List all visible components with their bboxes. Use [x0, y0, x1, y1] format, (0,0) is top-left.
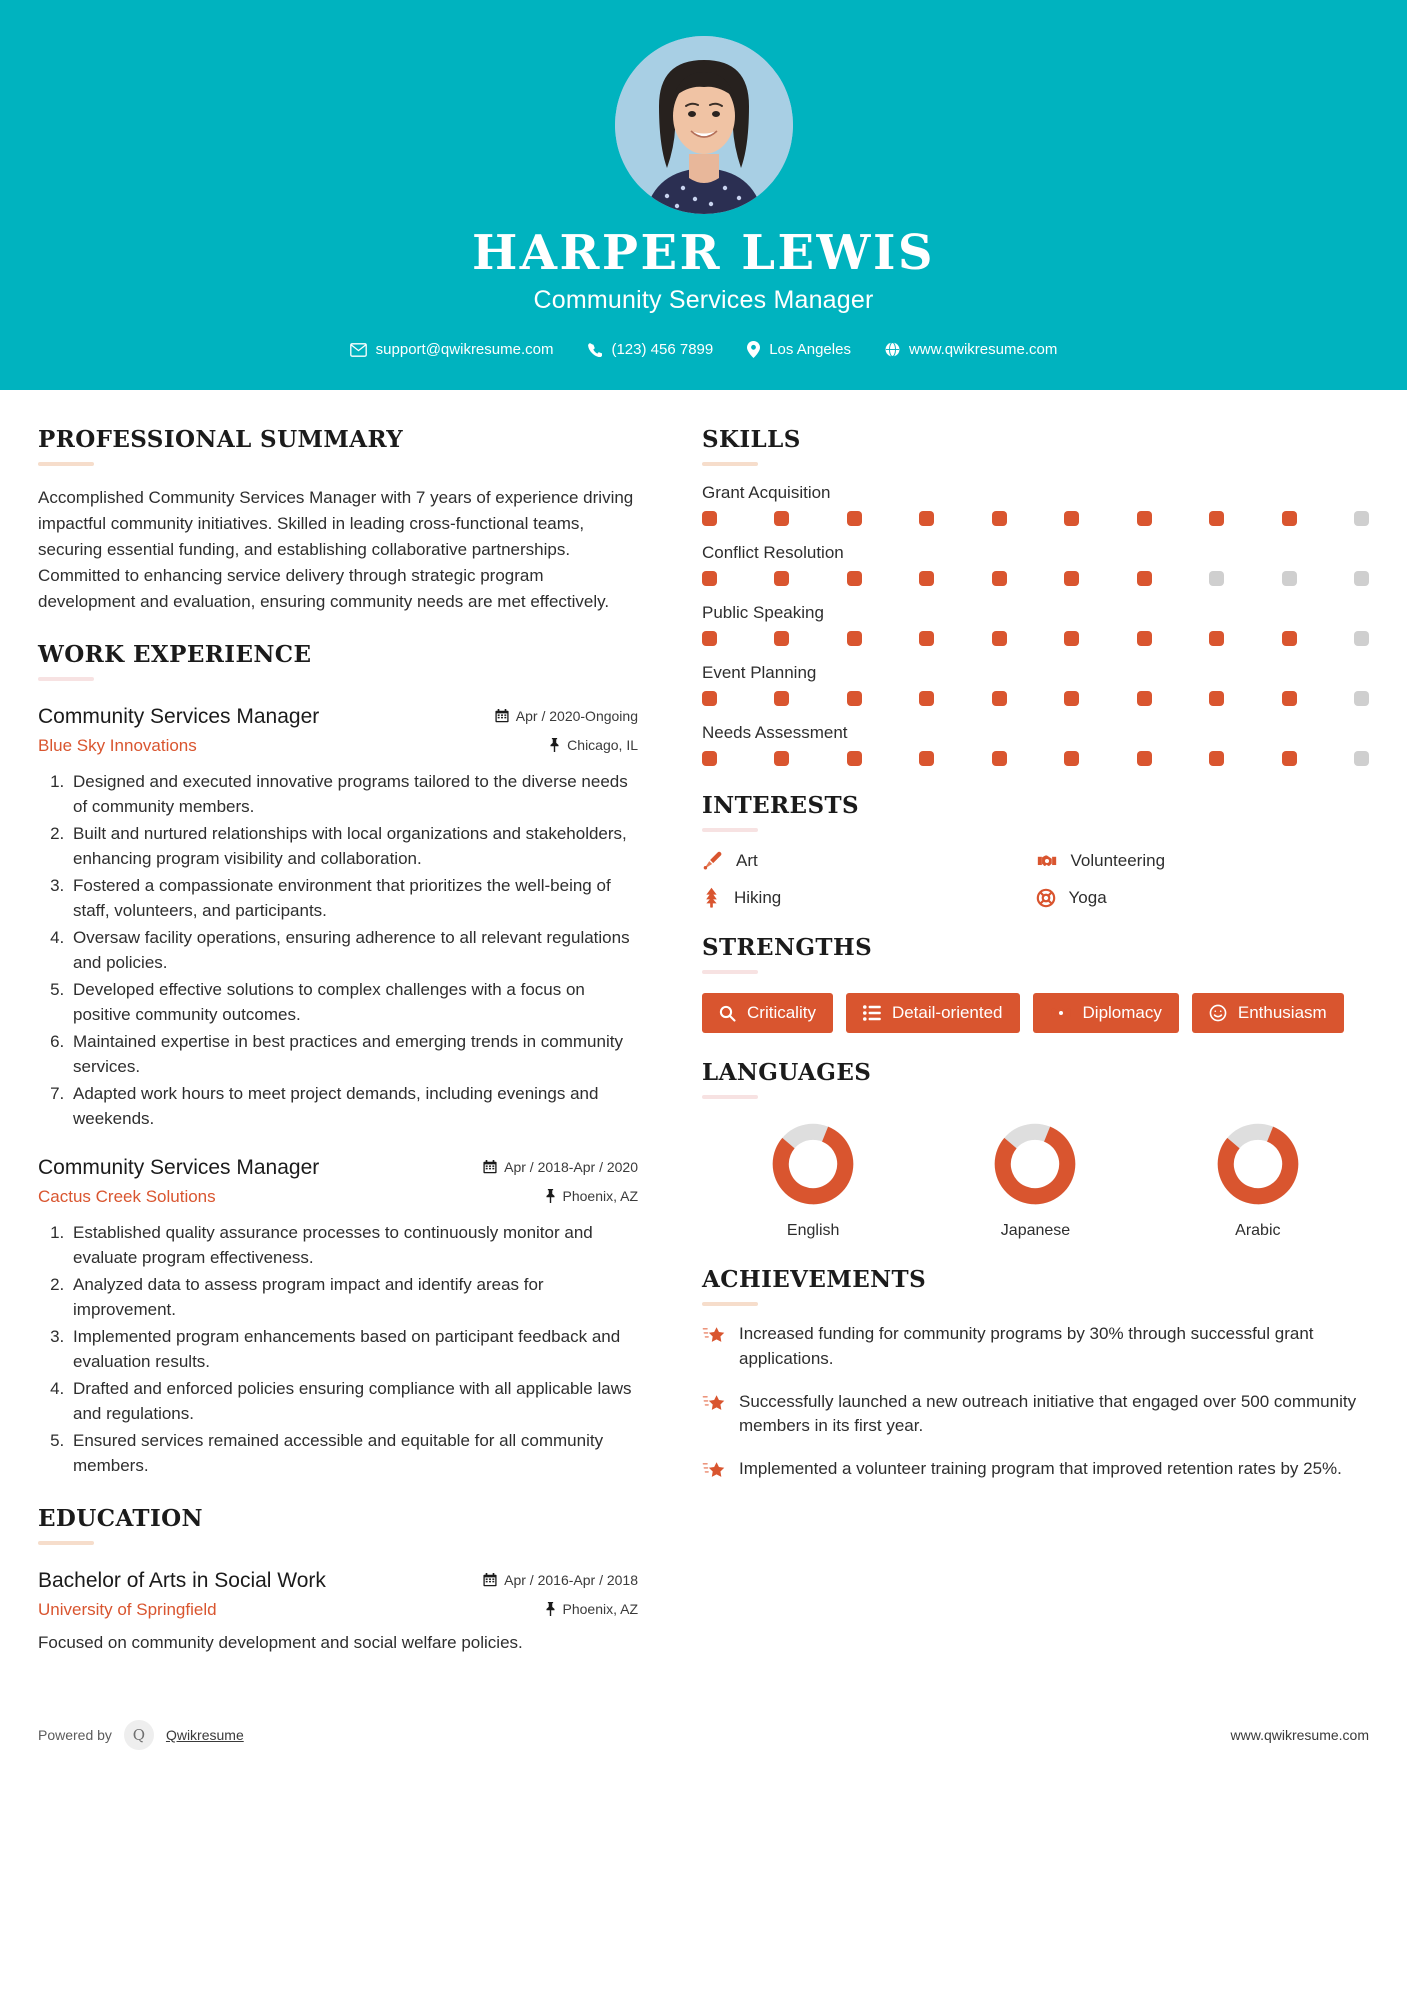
brand-link[interactable]: Qwikresume — [165, 1726, 244, 1743]
achievement-text: Successfully launched a new outreach initiative that engaged over 500 community members in its first year. — [739, 1391, 1357, 1436]
rating-dot-filled — [774, 511, 789, 526]
section-education — [38, 1505, 638, 1656]
skill-label: Grant Acquisition — [702, 483, 831, 503]
job-entry — [38, 1154, 638, 1479]
job-bullet: 4. Drafted and enforced policies ensuring compliance with all applicable laws and regulations. — [69, 1377, 638, 1427]
star-achievement-icon — [702, 1322, 726, 1352]
job-bullets — [38, 770, 638, 1132]
rating-dot-filled — [1282, 631, 1297, 646]
pin-icon — [549, 738, 560, 752]
interest-label: Hiking — [734, 887, 782, 907]
globe-icon — [885, 342, 900, 357]
interest-label: Yoga — [1068, 887, 1107, 907]
page-title: HARPER LEWIS — [471, 225, 936, 281]
skill-label: Needs Assessment — [702, 723, 848, 743]
powered-by-label: Powered by — [38, 1726, 112, 1743]
education-meta — [483, 1567, 638, 1617]
rating-dot-filled — [702, 691, 717, 706]
rating-dot-filled — [1064, 751, 1079, 766]
education-note: Focused on community development and social welfare policies. — [38, 1633, 523, 1653]
right-column — [668, 426, 1369, 1513]
rating-dot-filled — [1137, 571, 1152, 586]
rating-dot-filled — [919, 511, 934, 526]
contact-website[interactable] — [868, 341, 1074, 358]
handshake-icon — [1050, 1004, 1072, 1022]
job-location-row — [483, 1188, 638, 1204]
section-heading-work: WORK EXPERIENCE — [38, 640, 312, 668]
pin-icon — [545, 1189, 556, 1203]
section-work-experience — [38, 641, 638, 1479]
left-column — [38, 426, 638, 1681]
rating-dot-filled — [1209, 511, 1224, 526]
job-bullet: 2. Analyzed data to assess program impact and identify areas for improvement. — [69, 1273, 638, 1323]
rating-dot-filled — [847, 631, 862, 646]
skill-rating — [702, 511, 1369, 526]
rating-dot-filled — [1064, 511, 1079, 526]
calendar-icon — [495, 709, 509, 723]
rating-dot-empty — [1354, 691, 1369, 706]
achievement-text: Implemented a volunteer training program that improved retention rates by 25%. — [739, 1458, 1342, 1478]
section-heading-interests: INTERESTS — [702, 792, 860, 820]
interest-label: Volunteering — [1070, 850, 1166, 870]
job-company[interactable]: Blue Sky Innovations — [38, 735, 197, 755]
rating-dot-filled — [1137, 511, 1152, 526]
section-rule — [38, 1541, 94, 1545]
section-rule — [38, 677, 94, 681]
education-header — [38, 1567, 638, 1620]
interest-item — [1036, 887, 1370, 908]
rating-dot-filled — [847, 751, 862, 766]
section-heading-skills: SKILLS — [702, 426, 801, 454]
rating-dot-filled — [992, 631, 1007, 646]
strength-chip[interactable] — [702, 993, 833, 1033]
language-label: English — [786, 1222, 840, 1240]
strengths-container — [702, 993, 1369, 1033]
contact-location[interactable] — [730, 341, 868, 358]
resume-footer — [0, 1700, 1407, 1772]
rating-dot-filled — [992, 571, 1007, 586]
tree-icon — [702, 887, 721, 908]
rating-dot-empty — [1282, 571, 1297, 586]
calendar-icon — [483, 1160, 497, 1174]
star-achievement-icon — [702, 1457, 726, 1487]
rating-dot-filled — [702, 571, 717, 586]
job-bullet: 3. Implemented program enhancements based on participant feedback and evaluation results. — [69, 1325, 638, 1375]
skill-label: Public Speaking — [702, 603, 824, 623]
rating-dot-filled — [1064, 631, 1079, 646]
rating-dot-empty — [1354, 511, 1369, 526]
job-location-text: Phoenix, AZ — [562, 1187, 638, 1204]
rating-dot-filled — [919, 571, 934, 586]
rating-dot-filled — [1209, 691, 1224, 706]
contact-website-text: www.qwikresume.com — [908, 341, 1058, 359]
list-icon — [863, 1005, 881, 1021]
section-heading-strengths: STRENGTHS — [702, 934, 873, 962]
language-item — [703, 1121, 923, 1240]
resume-header — [0, 0, 1407, 390]
footer-brand-group — [38, 1720, 244, 1750]
education-location-text: Phoenix, AZ — [562, 1600, 638, 1617]
summary-text: Accomplished Community Services Manager with 7 years of experience driving impactful community initiatives. Skilled in leading cross-functional teams, securing essential funding, and establishing collaborative partnerships. Committed to enhancing service delivery through strategic program development and evaluation, ensuring community needs are met effectively. — [38, 488, 634, 611]
job-dates-row — [495, 708, 638, 724]
job-dates-text: Apr / 2018-Apr / 2020 — [504, 1158, 638, 1175]
job-location-row — [495, 737, 638, 753]
section-rule — [702, 462, 758, 466]
section-heading-achievements: ACHIEVEMENTS — [702, 1266, 927, 1294]
envelope-icon — [350, 343, 367, 357]
interest-item — [702, 887, 1036, 908]
rating-dot-filled — [1137, 631, 1152, 646]
interest-label: Art — [736, 850, 758, 870]
job-location-text: Chicago, IL — [567, 736, 638, 753]
job-bullet: 4. Oversaw facility operations, ensuring adherence to all relevant regulations and policies. — [69, 926, 638, 976]
rating-dot-filled — [992, 751, 1007, 766]
avatar — [615, 36, 793, 214]
job-company[interactable]: Cactus Creek Solutions — [38, 1186, 216, 1206]
achievement-text: Increased funding for community programs by 30% through successful grant applications. — [739, 1324, 1314, 1369]
language-item — [925, 1121, 1145, 1240]
rating-dot-filled — [774, 631, 789, 646]
strength-chip[interactable] — [1192, 993, 1344, 1033]
rating-dot-filled — [702, 631, 717, 646]
interest-item — [1036, 850, 1370, 871]
rating-dot-filled — [1137, 751, 1152, 766]
section-achievements — [702, 1266, 1369, 1487]
strength-label: Detail-oriented — [891, 1003, 1003, 1023]
job-bullets — [38, 1221, 638, 1479]
rating-dot-filled — [702, 511, 717, 526]
strength-chip[interactable] — [1033, 993, 1179, 1033]
rating-dot-filled — [1209, 631, 1224, 646]
phone-icon — [587, 342, 602, 357]
paintbrush-icon — [702, 850, 723, 871]
section-strengths — [702, 934, 1369, 1033]
jobs-container — [38, 703, 638, 1479]
education-location-row — [483, 1601, 638, 1617]
skill-rating — [702, 691, 1369, 706]
job-bullet: 1. Established quality assurance processes to continuously monitor and evaluate program effectiveness. — [69, 1221, 638, 1271]
resume-body — [0, 390, 1407, 1681]
rating-dot-filled — [919, 751, 934, 766]
strength-label: Criticality — [747, 1003, 816, 1023]
contact-location-text: Los Angeles — [769, 341, 851, 359]
avatar-photo-icon — [615, 36, 793, 214]
job-header — [38, 1154, 638, 1207]
section-rule — [702, 1302, 758, 1306]
rating-dot-filled — [1282, 511, 1297, 526]
language-donut-chart — [770, 1121, 856, 1207]
education-container — [38, 1567, 638, 1656]
job-bullet: 3. Fostered a compassionate environment that prioritizes the well-being of staff, volunteers, and participants. — [69, 874, 638, 924]
smiley-icon — [1209, 1004, 1227, 1022]
school-name[interactable]: University of Springfield — [38, 1600, 217, 1620]
star-achievement-icon — [702, 1390, 726, 1420]
section-interests — [702, 792, 1369, 908]
language-label: Japanese — [1000, 1222, 1071, 1240]
education-entry — [38, 1567, 638, 1656]
rating-dot-filled — [1282, 751, 1297, 766]
handshake-icon — [1036, 852, 1058, 870]
rating-dot-filled — [847, 571, 862, 586]
section-rule — [702, 1095, 758, 1099]
job-meta — [495, 703, 638, 753]
strength-label: Enthusiasm — [1237, 1003, 1327, 1023]
achievement-item — [702, 1457, 1369, 1487]
strength-label: Diplomacy — [1082, 1003, 1162, 1023]
section-heading-education: EDUCATION — [38, 1504, 203, 1532]
strength-chip[interactable] — [846, 993, 1020, 1033]
job-bullet: 5. Ensured services remained accessible and equitable for all community members. — [69, 1429, 638, 1479]
rating-dot-filled — [702, 751, 717, 766]
language-item — [1148, 1121, 1368, 1240]
rating-dot-filled — [847, 511, 862, 526]
job-bullet: 2. Built and nurtured relationships with local organizations and stakeholders, enhancing program visibility and collaboration. — [69, 822, 638, 872]
rating-dot-filled — [1064, 571, 1079, 586]
job-title: Community Services Manager — [533, 286, 874, 315]
skill-label: Conflict Resolution — [702, 543, 844, 563]
rating-dot-filled — [1209, 751, 1224, 766]
achievement-item — [702, 1322, 1369, 1371]
education-dates-text: Apr / 2016-Apr / 2018 — [504, 1571, 638, 1588]
section-rule — [38, 462, 94, 466]
lifebuoy-icon — [1036, 888, 1056, 908]
job-bullet: 5. Developed effective solutions to complex challenges with a focus on positive community outcomes. — [69, 978, 638, 1028]
language-label: Arabic — [1235, 1222, 1281, 1240]
job-meta — [483, 1154, 638, 1204]
calendar-icon — [483, 1573, 497, 1587]
section-rule — [702, 970, 758, 974]
interests-container — [702, 850, 1369, 908]
skill-rating — [702, 751, 1369, 766]
job-bullet: 7. Adapted work hours to meet project demands, including evenings and weekends. — [69, 1082, 638, 1132]
skill-label: Event Planning — [702, 663, 817, 683]
job-bullet: 6. Maintained expertise in best practices and emerging trends in community services. — [69, 1030, 638, 1080]
section-languages — [702, 1059, 1369, 1240]
search-icon — [719, 1005, 736, 1022]
skill-rating — [702, 571, 1369, 586]
rating-dot-filled — [774, 751, 789, 766]
section-heading-summary: PROFESSIONAL SUMMARY — [38, 426, 404, 454]
job-dates-row — [483, 1159, 638, 1175]
job-role: Community Services Manager — [38, 1155, 320, 1179]
rating-dot-filled — [992, 511, 1007, 526]
skill-rating — [702, 631, 1369, 646]
rating-dot-filled — [992, 691, 1007, 706]
skills-container — [702, 483, 1369, 766]
rating-dot-filled — [919, 691, 934, 706]
section-professional-summary — [38, 426, 638, 614]
rating-dot-empty — [1354, 571, 1369, 586]
contact-row — [0, 341, 1407, 358]
contact-email-text: support@qwikresume.com — [375, 341, 554, 359]
interest-item — [702, 850, 1036, 871]
language-donut-chart — [992, 1121, 1078, 1207]
map-pin-icon — [747, 341, 760, 358]
rating-dot-empty — [1209, 571, 1224, 586]
contact-email[interactable] — [333, 341, 571, 358]
section-heading-languages: LANGUAGES — [702, 1059, 872, 1087]
job-header-left — [38, 703, 495, 756]
degree-title: Bachelor of Arts in Social Work — [38, 1568, 326, 1592]
rating-dot-filled — [774, 571, 789, 586]
rating-dot-empty — [1354, 631, 1369, 646]
education-header-left — [38, 1567, 483, 1620]
rating-dot-filled — [919, 631, 934, 646]
achievements-container — [702, 1322, 1369, 1487]
section-rule — [702, 828, 758, 832]
rating-dot-filled — [847, 691, 862, 706]
rating-dot-empty — [1354, 751, 1369, 766]
rating-dot-filled — [774, 691, 789, 706]
contact-phone[interactable] — [570, 341, 730, 358]
languages-container — [702, 1121, 1369, 1240]
contact-phone-text: (123) 456 7899 — [611, 341, 714, 359]
language-donut-chart — [1215, 1121, 1301, 1207]
rating-dot-filled — [1137, 691, 1152, 706]
job-role: Community Services Manager — [38, 704, 320, 728]
education-dates-row — [483, 1572, 638, 1588]
rating-dot-filled — [1282, 691, 1297, 706]
pin-icon — [545, 1602, 556, 1616]
rating-dot-filled — [1064, 691, 1079, 706]
section-skills — [702, 426, 1369, 766]
footer-site-url[interactable]: www.qwikresume.com — [1230, 1726, 1369, 1743]
job-dates-text: Apr / 2020-Ongoing — [515, 707, 638, 724]
qwikresume-logo-icon: Q — [124, 1720, 154, 1750]
job-header — [38, 703, 638, 756]
job-header-left — [38, 1154, 483, 1207]
achievement-item — [702, 1390, 1369, 1439]
job-bullet: 1. Designed and executed innovative programs tailored to the diverse needs of community members. — [69, 770, 638, 820]
job-entry — [38, 703, 638, 1132]
